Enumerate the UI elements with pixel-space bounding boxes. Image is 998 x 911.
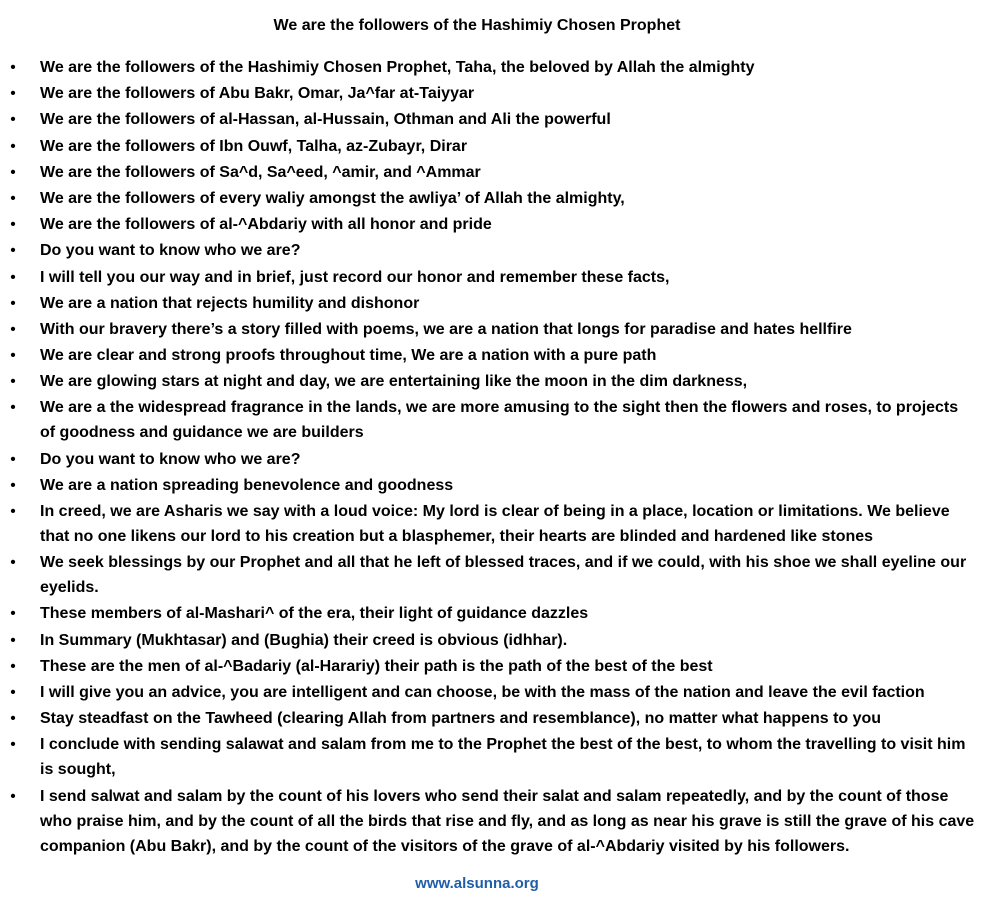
- bullet-icon: •: [10, 631, 16, 649]
- verse-line: [0, 395, 975, 445]
- verse-text: In Summary (Mukhtasar) and (Bughia) their creed is obvious (idhhar).: [40, 631, 568, 649]
- bullet-icon: •: [10, 683, 16, 701]
- bullet-icon: •: [10, 710, 16, 728]
- verse-text: Do you want to know who we are?: [40, 450, 301, 468]
- verse-text: I will give you an advice, you are intelligent and can choose, be with the mass of the nation and leave the evil faction: [40, 683, 925, 701]
- verse-text: We are clear and strong proofs throughout time, We are a nation with a pure path: [40, 347, 657, 365]
- bullet-icon: •: [10, 59, 16, 76]
- verse-line: [0, 784, 975, 859]
- verse-line: [0, 55, 975, 80]
- verse-text: With our bravery there’s a story filled with poems, we are a nation that longs for paradise and hates hellfire: [40, 320, 852, 338]
- bullet-icon: •: [10, 189, 16, 207]
- verse-text: We seek blessings by our Prophet and all that he left of blessed traces, and if we could, with his shoe we shall eyeline our eyelids.: [40, 554, 967, 597]
- verse-text: We are the followers of Sa^d, Sa^eed, ^amir, and ^Ammar: [40, 163, 481, 181]
- verse-line: [0, 369, 975, 394]
- verse-text: These members of al-Mashari^ of the era, their light of guidance dazzles: [40, 605, 589, 623]
- verse-text: We are the followers of Abu Bakr, Omar, Ja^far at-Taiyyar: [40, 85, 475, 103]
- bullet-icon: •: [10, 657, 16, 675]
- verse-text: Do you want to know who we are?: [40, 242, 301, 260]
- bullet-icon: •: [10, 137, 16, 155]
- verse-line: [0, 317, 975, 342]
- bullet-icon: •: [10, 605, 16, 623]
- bullet-icon: •: [10, 242, 16, 260]
- verse-line: [0, 107, 975, 132]
- bullet-icon: •: [10, 787, 16, 805]
- verse-text: I send salwat and salam by the count of his lovers who send their salat and salam repeatedly, and by the count of those who praise him, and by the count of all the birds that rise and fly, and as long as near his grave is still the grave of his cave companion (Abu Bakr), and by the count of the visitors of the grave of al-^Abdariy visited by his followers.: [40, 787, 975, 855]
- verse-line: [0, 628, 975, 653]
- verse-line: [0, 654, 975, 679]
- bullet-icon: •: [10, 111, 16, 129]
- verse-text: Stay steadfast on the Tawheed (clearing Allah from partners and resemblance), no matter what happens to you: [40, 710, 882, 728]
- verse-text: I will tell you our way and in brief, just record our honor and remember these facts,: [40, 268, 670, 286]
- verse-text: We are the followers of al-^Abdariy with all honor and pride: [40, 216, 492, 234]
- verse-text: We are a nation spreading benevolence and goodness: [40, 476, 454, 494]
- verse-line: [0, 601, 975, 626]
- verse-line: [0, 134, 975, 159]
- bullet-icon: •: [10, 476, 16, 494]
- verse-text: These are the men of al-^Badariy (al-Harariy) their path is the path of the best of the best: [40, 657, 713, 675]
- verse-text: We are the followers of the Hashimiy Chosen Prophet, Taha, the beloved by Allah the almighty: [40, 59, 755, 76]
- verse-line: [0, 706, 975, 731]
- verse-line: [0, 447, 975, 472]
- verse-line: [0, 550, 975, 600]
- verse-line: [0, 473, 975, 498]
- verse-text: We are the followers of al-Hassan, al-Hussain, Othman and Ali the powerful: [40, 111, 611, 129]
- bullet-icon: •: [10, 450, 16, 468]
- verse-line: [0, 81, 975, 106]
- verse-line: [0, 265, 975, 290]
- bullet-icon: •: [10, 163, 16, 181]
- verse-line: [0, 160, 975, 185]
- verse-text: We are glowing stars at night and day, we are entertaining like the moon in the dim darkness,: [40, 373, 748, 391]
- bullet-icon: •: [10, 294, 16, 312]
- verse-line: [0, 732, 975, 782]
- verse-line: [0, 680, 975, 705]
- verse-text: We are a the widespread fragrance in the lands, we are more amusing to the sight then the flowers and roses, to projects of goodness and guidance we are builders: [40, 399, 959, 442]
- bullet-icon: •: [10, 399, 16, 417]
- verse-list: [0, 55, 975, 860]
- verse-text: We are a nation that rejects humility and dishonor: [40, 294, 420, 312]
- bullet-icon: •: [10, 268, 16, 286]
- bullet-icon: •: [10, 320, 16, 338]
- bullet-icon: •: [10, 554, 16, 572]
- verse-line: [0, 212, 975, 237]
- verse-text: I conclude with sending salawat and salam from me to the Prophet the best of the best, to whom the travelling to visit him is sought,: [40, 736, 966, 779]
- verse-line: [0, 499, 975, 549]
- verse-text: We are the followers of every waliy amongst the awliya’ of Allah the almighty,: [40, 189, 625, 207]
- document-title: We are the followers of the Hashimiy Chosen Prophet: [273, 17, 681, 34]
- bullet-icon: •: [10, 373, 16, 391]
- bullet-icon: •: [10, 85, 16, 103]
- bullet-icon: •: [10, 347, 16, 365]
- bullet-icon: •: [10, 736, 16, 754]
- footer-website-link[interactable]: www.alsunna.org: [415, 875, 539, 892]
- bullet-icon: •: [10, 503, 16, 520]
- verse-text: We are the followers of Ibn Ouwf, Talha, az-Zubayr, Dirar: [40, 137, 468, 155]
- verse-line: [0, 238, 975, 263]
- bullet-icon: •: [10, 216, 16, 234]
- verse-line: [0, 186, 975, 211]
- verse-line: [0, 343, 975, 368]
- verse-line: [0, 291, 975, 316]
- verse-text: In creed, we are Asharis we say with a loud voice: My lord is clear of being in a place, location or limitations. We believe that no one likens our lord to his creation but a blasphemer, their hearts are blinded and hardened like stones: [40, 503, 950, 545]
